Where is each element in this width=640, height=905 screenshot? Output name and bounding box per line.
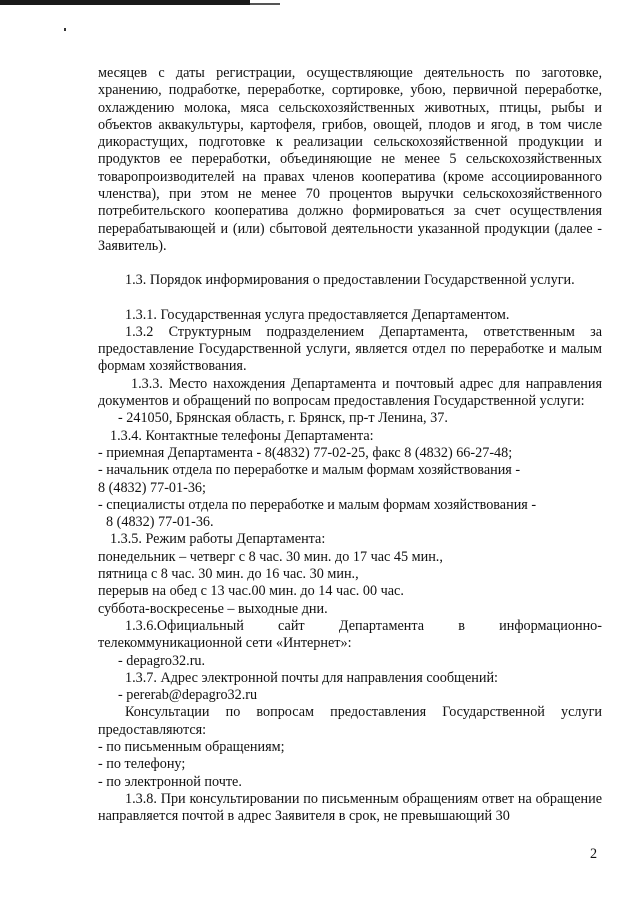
phone-specialists-number: 8 (4832) 77-01-36. bbox=[106, 514, 214, 531]
scan-edge-line bbox=[250, 3, 280, 5]
email-address: - pererab@depagro32.ru bbox=[118, 687, 258, 704]
scan-edge-mark bbox=[0, 0, 250, 5]
consult-written: - по письменным обращениям; bbox=[98, 738, 285, 755]
schedule-fri: пятница с 8 час. 30 мин. до 16 час. 30 мин., bbox=[98, 566, 359, 583]
schedule-weekend: суббота-воскресенье – выходные дни. bbox=[98, 600, 328, 617]
item-1-3-7: 1.3.7. Адрес электронной почты для направления сообщений: bbox=[125, 669, 498, 686]
item-1-3-6: 1.3.6.Официальный сайт Департамента в информационно-телекоммуникационной сети «Интернет»: bbox=[98, 617, 602, 652]
scan-speck bbox=[64, 28, 66, 31]
schedule-lunch: перерыв на обед с 13 час.00 мин. до 14 час. 00 час. bbox=[98, 583, 404, 600]
phone-specialists-label: - специалисты отдела по переработке и малым формам хозяйствования - bbox=[98, 496, 537, 513]
phone-reception: - приемная Департамента - 8(4832) 77-02-25, факс 8 (4832) 66-27-48; bbox=[98, 444, 513, 461]
schedule-mon-thu: понедельник – четверг с 8 час. 30 мин. до 17 час 45 мин., bbox=[98, 548, 443, 565]
consult-email: - по электронной почте. bbox=[98, 773, 242, 790]
intro-paragraph: месяцев с даты регистрации, осуществляющие деятельность по заготовке, хранению, подработке, переработке, сортировке, убою, первичной переработке, охлаждению молока, мяса сельскохозяйственных животных, птицы, рыбы и объектов аквакультуры, картофеля, грибов, овощей, плодов и ягод, в том числе дикорастущих, подготовке к реализации сельскохозяйственной продукции и продуктов ее переработки, объединяющие не менее 5 сельскохозяйственных товаропроизводителей на правах членов кооператива (кроме ассоциированного членства), при этом не менее 70 процентов выручки сельскохозяйственного потребительского кооператива должно формироваться за счет осуществления перерабатывающей и (или) сбытовой деятельности указанной продукции (далее - Заявитель). bbox=[98, 65, 602, 254]
page-number: 2 bbox=[590, 846, 598, 862]
consultations-intro: Консультации по вопросам предоставления Государственной услуги предоставляются: bbox=[98, 704, 602, 738]
website: - depagro32.ru. bbox=[118, 652, 206, 669]
consult-phone: - по телефону; bbox=[98, 756, 186, 773]
department-address: - 241050, Брянская область, г. Брянск, пр-т Ленина, 37. bbox=[118, 410, 448, 427]
item-1-3-2: 1.3.2 Структурным подразделением Департамента, ответственным за предоставление Государственной услуги, является отдел по переработке и малым формам хозяйствования. bbox=[98, 323, 602, 375]
item-1-3-8: 1.3.8. При консультировании по письменным обращениям ответ на обращение направляется почтой в адрес Заявителя в срок, не превышающий 30 bbox=[98, 790, 602, 825]
phone-head-label: - начальник отдела по переработке и малым формам хозяйствования - bbox=[98, 462, 521, 479]
item-1-3-3: 1.3.3. Место нахождения Департамента и почтовый адрес для направления документов и обращений по вопросам предоставления Государственной услуги: bbox=[98, 375, 602, 410]
document-page bbox=[98, 65, 602, 825]
section-1-3-heading: 1.3. Порядок информирования о предоставлении Государственной услуги. bbox=[125, 272, 575, 289]
phone-head-number: 8 (4832) 77-01-36; bbox=[98, 479, 206, 496]
item-1-3-5: 1.3.5. Режим работы Департамента: bbox=[110, 531, 326, 548]
item-1-3-4: 1.3.4. Контактные телефоны Департамента: bbox=[110, 427, 374, 444]
item-1-3-1: 1.3.1. Государственная услуга предоставляется Департаментом. bbox=[125, 306, 510, 323]
